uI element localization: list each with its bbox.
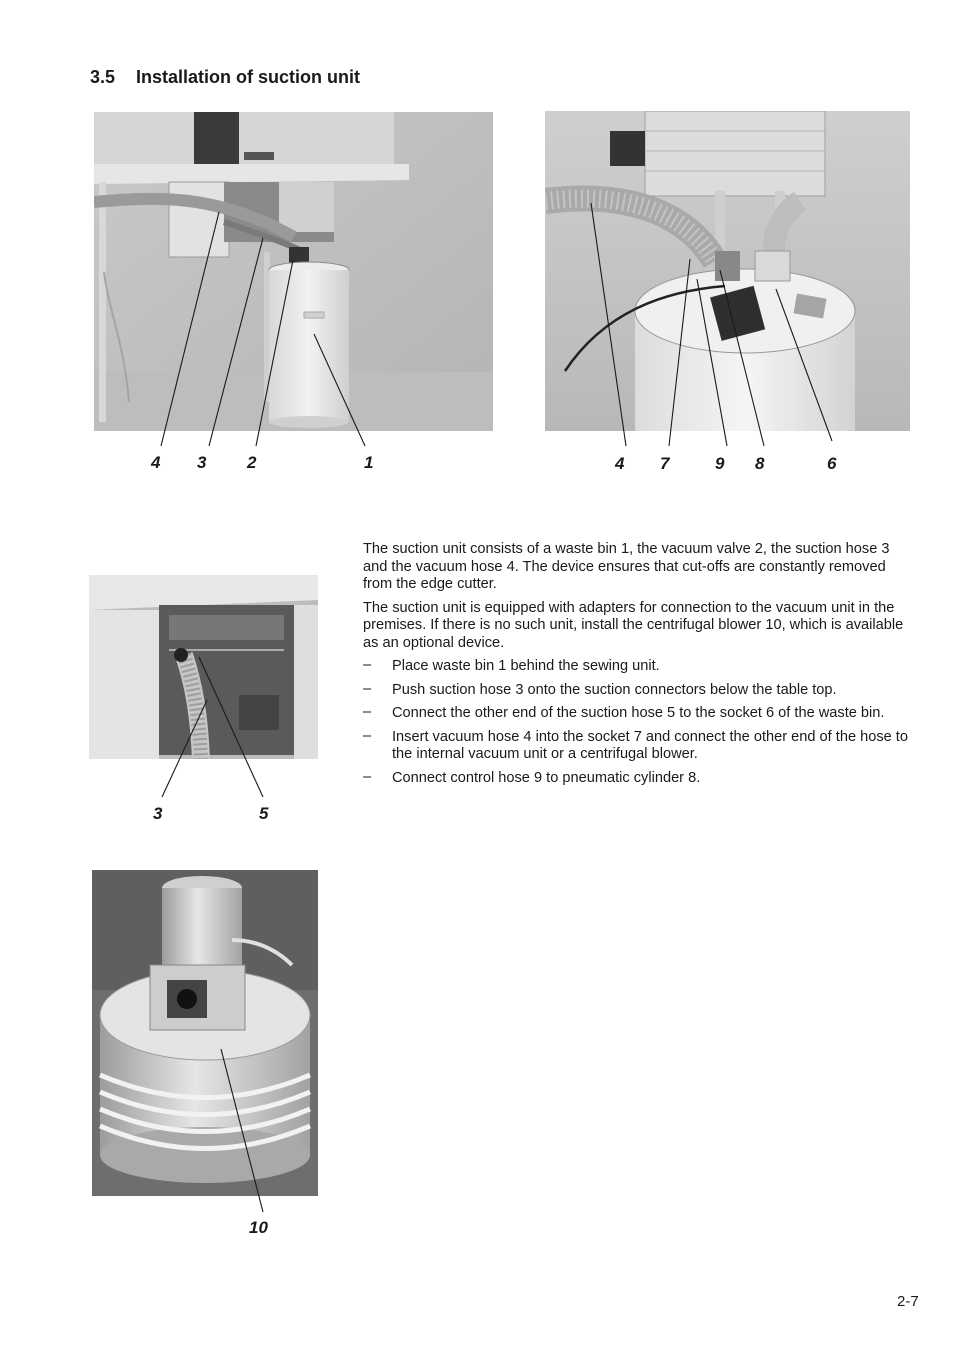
callout-fig1-4: 4 <box>151 453 161 472</box>
step-text: Insert vacuum hose 4 into the socket 7 and connect the other end of the hose to the internal vacuum unit or a centrifugal blower. <box>392 728 908 762</box>
photo-waste-bin-top-with-valve <box>545 111 910 431</box>
bullet-dash: – <box>363 680 372 697</box>
photo-centrifugal-blower <box>92 870 318 1196</box>
adapter-paragraph: The suction unit is equipped with adapters for connection to the vacuum unit in the premises. If there is no such unit, install the centrifugal blower 10, which is available as an optional device. <box>363 599 904 651</box>
instruction-text <box>363 541 908 793</box>
callout-fig2-8: 8 <box>755 454 765 473</box>
section-number: 3.5 <box>90 67 116 87</box>
step-item <box>363 770 908 788</box>
installation-steps <box>363 658 908 787</box>
section-title: Installation of suction unit <box>136 67 360 87</box>
callout-fig3-5: 5 <box>259 804 269 823</box>
step-item <box>363 682 908 700</box>
page-number: 2-7 <box>897 1293 919 1310</box>
callout-fig2-9: 9 <box>715 454 725 473</box>
step-item <box>363 729 908 764</box>
callout-fig2-6: 6 <box>827 454 837 473</box>
step-text: Push suction hose 3 onto the suction connectors below the table top. <box>392 681 837 698</box>
callout-fig4-10: 10 <box>249 1218 268 1237</box>
bullet-dash: – <box>363 727 372 744</box>
bullet-dash: – <box>363 704 372 720</box>
callout-fig2-7: 7 <box>660 454 670 473</box>
photo-under-table-suction-connectors <box>89 575 318 759</box>
callout-fig1-2: 2 <box>247 453 257 472</box>
callout-fig3-3: 3 <box>153 804 163 823</box>
photo-sewing-table-with-waste-bin <box>94 112 493 431</box>
step-item <box>363 705 908 723</box>
step-text: Place waste bin 1 behind the sewing unit. <box>392 658 660 674</box>
step-item <box>363 658 908 676</box>
callout-fig1-3: 3 <box>197 453 207 472</box>
bullet-dash: – <box>363 768 372 785</box>
step-text: Connect control hose 9 to pneumatic cylinder 8. <box>392 769 701 786</box>
step-text: Connect the other end of the suction hose 5 to the socket 6 of the waste bin. <box>392 705 885 721</box>
callout-fig2-4: 4 <box>615 454 625 473</box>
bullet-dash: – <box>363 657 372 673</box>
intro-paragraph: The suction unit consists of a waste bin 1, the vacuum valve 2, the suction hose 3 and the vacuum hose 4. The device ensures that cut-offs are constantly removed from the edge cutter. <box>363 541 890 592</box>
callout-fig1-1: 1 <box>364 453 374 472</box>
section-heading <box>90 67 360 88</box>
